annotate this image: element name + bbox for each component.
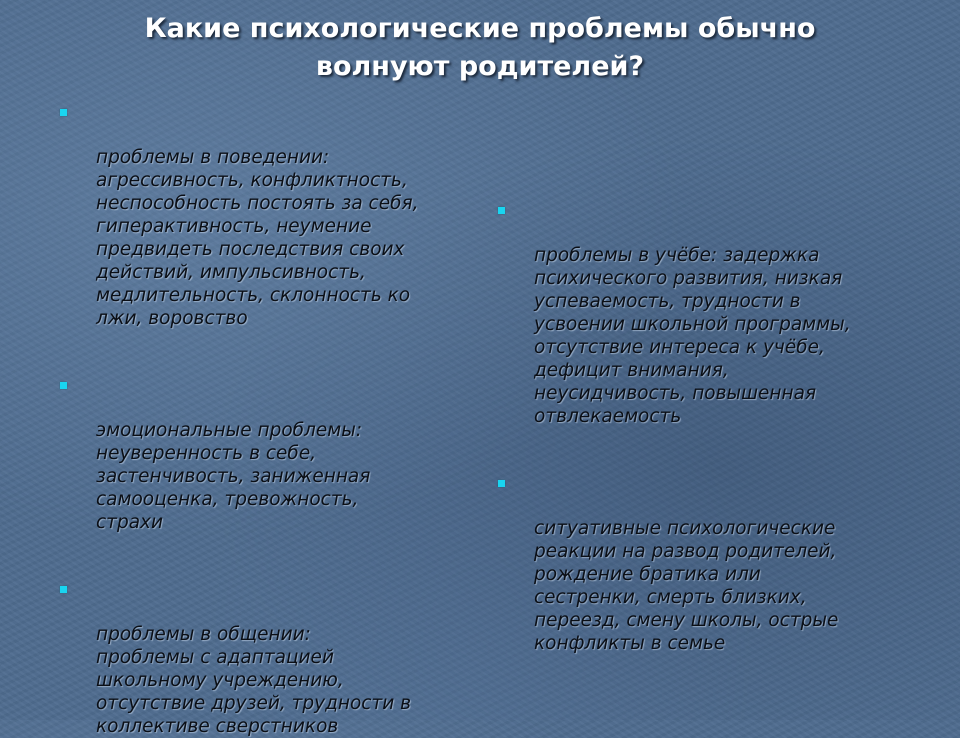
list-item-text: проблемы в поведении: агрессивность, конфликтность, неспособность постоять за себя, гиперактивность, неумение предвидеть последствия своих действий, импульсивность, медлительность, склонность ко лжи, воровство [96, 147, 419, 329]
list-item [58, 577, 458, 738]
square-bullet-icon [498, 480, 505, 487]
square-bullet-icon [60, 382, 67, 389]
left-column [58, 100, 458, 738]
list-item-text: проблемы в общении: проблемы с адаптацией школьному учреждению, отсутствие друзей, трудности в коллективе сверстников [96, 624, 412, 737]
list-item [58, 100, 458, 330]
square-bullet-icon [498, 207, 505, 214]
slide-title: Какие психологические проблемы обычно волнуют родителей? [144, 13, 816, 82]
list-item-text: ситуативные психологические реакции на развод родителей, рождение братика или сестренки, смерть близких, переезд, смену школы, острые конфликты в семье [534, 518, 839, 654]
list-item [58, 373, 458, 534]
square-bullet-icon [60, 586, 67, 593]
list-item-text: проблемы в учёбе: задержка психического развития, низкая успеваемость, трудности в усвоении школьной программы, отсутствие интереса к учёбе, дефицит внимания, неусидчивость, повышенная отвлекаемость [534, 245, 851, 427]
list-item [496, 471, 896, 655]
square-bullet-icon [60, 109, 67, 116]
right-column [496, 198, 896, 655]
list-item [496, 198, 896, 428]
list-item-text: эмоциональные проблемы: неуверенность в себе, застенчивость, заниженная самооценка, тревожность, страхи [96, 420, 371, 533]
